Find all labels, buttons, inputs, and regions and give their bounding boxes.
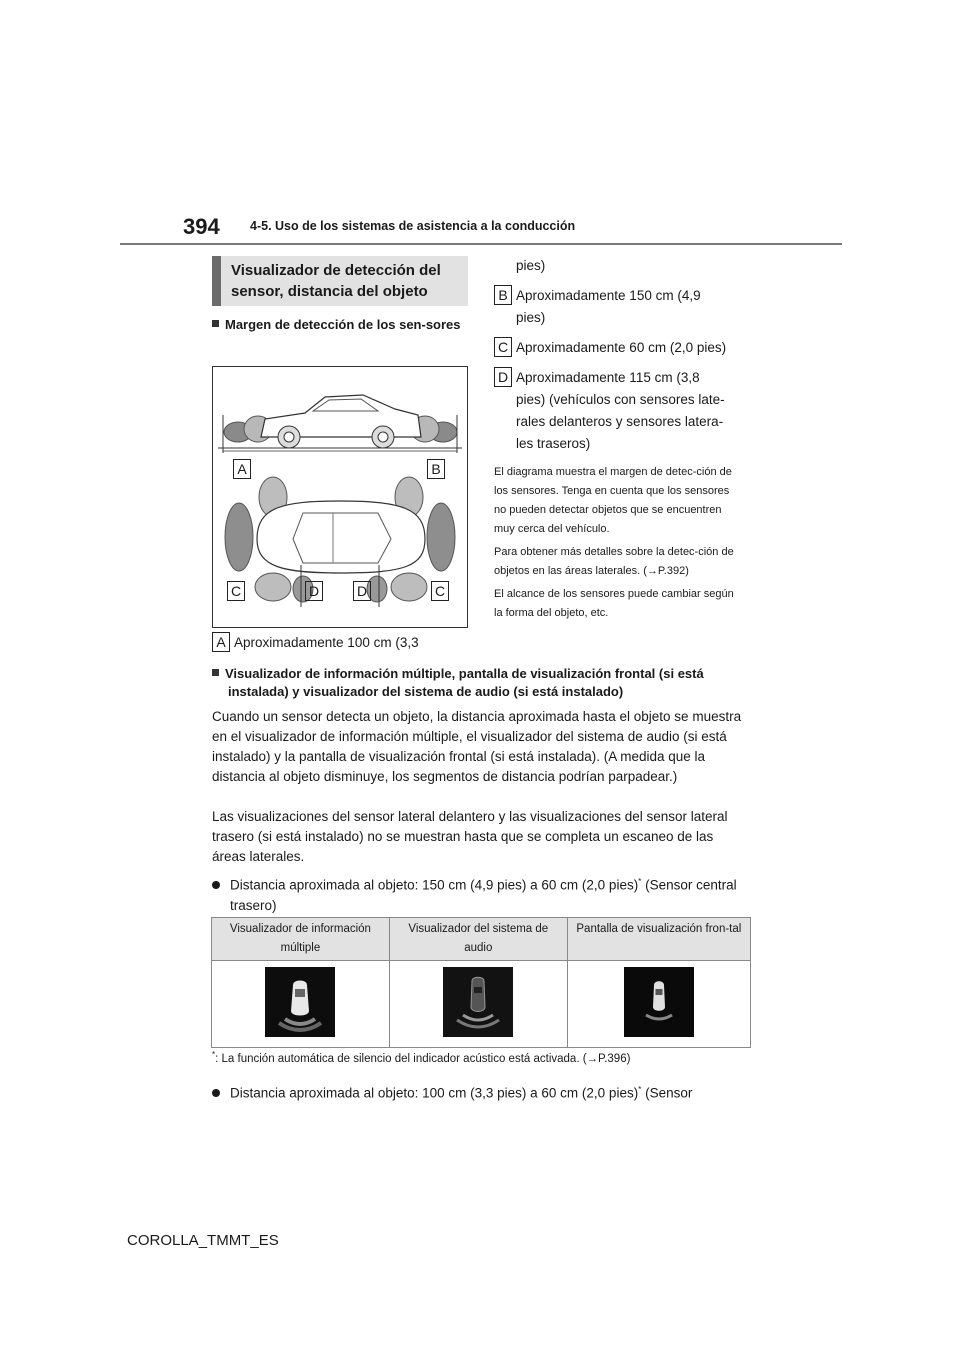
note-detection-range: El diagrama muestra el margen de detec-ción de los sensores. Tenga en cuenta que los sensores no pueden detectar objetos que se encuentren muy cerca del vehículo. [494,466,732,535]
definition-d: D Aproximadamente 115 cm (3,8 pies) (vehículos con sensores late- rales delanteros y sensores latera- les traseros) [494,367,754,455]
bullet-100-to-60: Distancia aproximada al objeto: 100 cm (3,3 pies) a 60 cm (2,0 pies)* (Sensor [212,1080,765,1104]
definition-b: B Aproximadamente 150 cm (4,9 pies) [494,285,754,329]
note-sensor-reach: El alcance de los sensores puede cambiar según la forma del objeto, etc. [494,588,734,619]
square-bullet-icon [212,320,219,327]
definition-a-cont: pies) [516,258,546,273]
bullet-dot-icon [212,881,220,889]
note-side-areas: Para obtener más detalles sobre la detec-ción de objetos en las áreas laterales. (→P.392) [494,546,734,577]
paragraph-side-sensors: Las visualizaciones del sensor lateral delantero y las visualizaciones del sensor lateral trasero (si está instalado) no se muestran hasta que se completa un escaneo de las áreas laterales. [212,809,728,864]
car-sensor-display-icon [443,967,513,1037]
hud-display-image [567,961,750,1048]
header-rule [120,243,842,245]
page-number: 394 [183,214,220,239]
definitions-column [494,255,754,623]
square-bullet-icon [212,669,219,676]
diagram-label-d-right: D [353,581,375,601]
diagram-label-c-right: C [431,581,453,601]
table-header-audio: Visualizador del sistema de audio [389,918,567,961]
bullet-150-to-60: Distancia aproximada al objeto: 150 cm (4,9 pies) a 60 cm (2,0 pies)* (Sensor central trasero) [212,872,765,916]
car-sensor-display-icon [265,967,335,1037]
table-header-multi-info: Visualizador de información múltiple [212,918,390,961]
definition-c: C Aproximadamente 60 cm (2,0 pies) [494,337,754,359]
sensor-range-diagram [212,366,468,628]
diagram-label-b: B [427,459,449,479]
diagram-label-c-left: C [227,581,249,601]
diagram-label-a: A [233,459,255,479]
chapter-title: 4-5. Uso de los sistemas de asistencia a la conducción [250,219,576,233]
footnote: *: La función automática de silencio del indicador acústico está activada. (→P.396) [212,1050,631,1065]
footer-model-code: COROLLA_TMMT_ES [127,1232,279,1249]
bullet-dot-icon [212,1089,220,1097]
section-heading-line2: sensor, distancia del objeto [231,283,428,300]
table-header-hud: Pantalla de visualización fron-tal [567,918,750,961]
section-heading [212,256,468,306]
car-sensor-display-icon [624,967,694,1037]
diagram-label-d-left: D [305,581,327,601]
subheading-displays: Visualizador de información múltiple, pantalla de visualización frontal (si está instalada) y visualizador del sistema de audio (si está instalado) [212,665,758,701]
subheading-detection-range: Margen de detección de los sen-sores [212,316,462,334]
display-table [211,917,751,1048]
audio-display-image [389,961,567,1048]
paragraph-detection-display: Cuando un sensor detecta un objeto, la distancia aproximada hasta el objeto se muestra en el visualizador de información múltiple, el visualizador del sistema de audio (si está instalado) y la pantalla de visualización frontal (si está instalada). (A medida que la distancia al objeto disminuye, los segmentos de distancia podrían parpadear.) [212,709,742,784]
car-sensor-diagram-svg [213,367,467,627]
section-heading-line1: Visualizador de detección del [231,262,441,279]
definition-a: A Aproximadamente 100 cm (3,3 [212,632,468,654]
multi-info-display-image [212,961,390,1048]
